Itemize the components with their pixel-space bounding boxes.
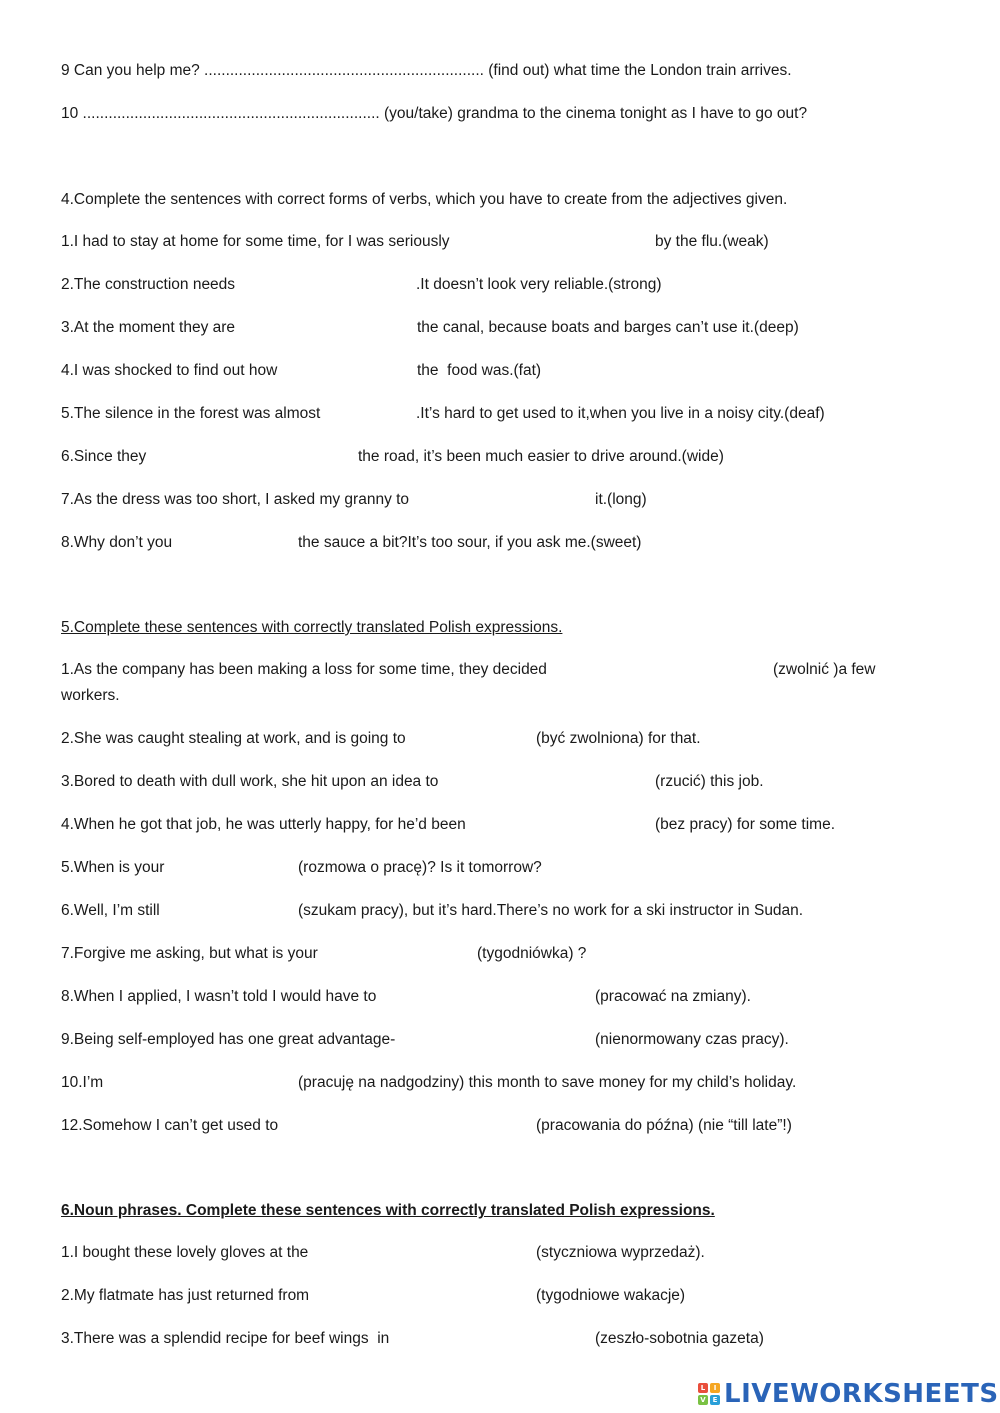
s5-item-4-after: (bez pracy) for some time. <box>655 816 836 833</box>
s4-item-2-after: .It doesn’t look very reliable.(strong) <box>416 276 662 293</box>
logo-cell: I <box>710 1383 720 1393</box>
s4-item-7-before: 7.As the dress was too short, I asked my granny to <box>61 491 410 508</box>
s5-item-7-answer-input[interactable] <box>345 942 475 966</box>
s6-item-2-answer-input[interactable] <box>345 1284 533 1308</box>
s5-item-9-after: (nienormowany czas pracy). <box>595 1031 789 1048</box>
s4-item-6-answer-input[interactable] <box>158 445 356 469</box>
s4-item-3-after: the canal, because boats and barges can’t use it.(deep) <box>417 319 799 336</box>
s5-item-10-after: (pracuję na nadgodziny) this month to save money for my child’s holiday. <box>298 1074 797 1091</box>
s5-item-8-before: 8.When I applied, I wasn’t told I would have to <box>61 988 377 1005</box>
section-5-heading: 5.Complete these sentences with correctly translated Polish expressions. <box>61 619 563 636</box>
item-10-text: 10 ..................................................................... (you/take) grandma to the cinema tonight as I have to go out? <box>61 105 808 122</box>
s6-item-1-after: (styczniowa wyprzedaż). <box>536 1244 705 1261</box>
s6-item-2-before: 2.My flatmate has just returned from <box>61 1287 310 1304</box>
s5-item-10-before: 10.I’m <box>61 1074 104 1091</box>
s5-item-2-after: (być zwolniona) for that. <box>536 730 701 747</box>
s4-item-1-after: by the flu.(weak) <box>655 233 769 250</box>
s6-item-3-after: (zeszło-sobotnia gazeta) <box>595 1330 764 1347</box>
s5-item-9-before: 9.Being self-employed has one great advantage- <box>61 1031 396 1048</box>
s6-item-1-before: 1.I bought these lovely gloves at the <box>61 1244 309 1261</box>
s5-item-2-before: 2.She was caught stealing at work, and is going to <box>61 730 406 747</box>
s4-item-5-answer-input[interactable] <box>348 402 416 426</box>
s5-item-4-before: 4.When he got that job, he was utterly happy, for he’d been <box>61 816 466 833</box>
s4-item-2-answer-input[interactable] <box>258 273 414 297</box>
logo-wordmark: LIVEWORKSHEETS <box>724 1379 999 1409</box>
liveworksheets-logo <box>698 1378 999 1410</box>
s5-item-8-answer-input[interactable] <box>415 985 593 1009</box>
s6-item-2-after: (tygodniowe wakacje) <box>536 1287 686 1304</box>
s4-item-5-before: 5.The silence in the forest was almost <box>61 405 321 422</box>
section-4-heading: 4.Complete the sentences with correct forms of verbs, which you have to create from the adjectives given. <box>61 191 788 208</box>
logo-mark-icon <box>698 1383 720 1405</box>
s4-item-1-answer-input[interactable] <box>492 230 651 254</box>
s5-item-12-after: (pracowania do późna) (nie “till late”!) <box>536 1117 792 1134</box>
s4-item-8-before: 8.Why don’t you <box>61 534 173 551</box>
s4-item-2-before: 2.The construction needs <box>61 276 236 293</box>
s6-item-1-answer-input[interactable] <box>337 1241 533 1265</box>
logo-cell: V <box>698 1395 708 1405</box>
s4-item-4-answer-input[interactable] <box>304 359 416 383</box>
s4-item-4-after: the food was.(fat) <box>417 362 542 379</box>
s5-item-6-answer-input[interactable] <box>178 899 296 923</box>
s4-item-1-before: 1.I had to stay at home for some time, for I was seriously <box>61 233 450 250</box>
s5-item-7-after: (tygodniówka) ? <box>477 945 587 962</box>
s4-item-3-answer-input[interactable] <box>262 316 416 340</box>
s4-item-8-answer-input[interactable] <box>190 531 296 555</box>
s5-item-3-answer-input[interactable] <box>486 770 652 794</box>
s5-item-5-after: (rozmowa o pracę)? Is it tomorrow? <box>298 859 542 876</box>
s5-item-7-before: 7.Forgive me asking, but what is your <box>61 945 318 962</box>
s4-item-8-after: the sauce a bit?It’s too sour, if you ask me.(sweet) <box>298 534 642 551</box>
s5-item-5-before: 5.When is your <box>61 859 165 876</box>
s5-item-1-continuation: workers. <box>61 687 120 704</box>
s6-item-3-answer-input[interactable] <box>422 1327 593 1351</box>
item-9-text: 9 Can you help me? ................................................................. (find out) what time the London train arrives. <box>61 62 792 79</box>
s5-item-4-answer-input[interactable] <box>516 813 652 837</box>
s4-item-5-after: .It’s hard to get used to it,when you live in a noisy city.(deaf) <box>416 405 825 422</box>
s4-item-7-answer-input[interactable] <box>442 488 594 512</box>
s4-item-7-after: it.(long) <box>595 491 647 508</box>
s6-item-3-before: 3.There was a splendid recipe for beef wings in <box>61 1330 390 1347</box>
s4-item-6-after: the road, it’s been much easier to drive around.(wide) <box>358 448 724 465</box>
s5-item-12-answer-input[interactable] <box>303 1114 533 1138</box>
s5-item-9-answer-input[interactable] <box>428 1028 593 1052</box>
s5-item-6-after: (szukam pracy), but it’s hard.There’s no work for a ski instructor in Sudan. <box>298 902 804 919</box>
logo-cell: L <box>698 1383 708 1393</box>
s5-item-3-before: 3.Bored to death with dull work, she hit upon an idea to <box>61 773 439 790</box>
s4-item-6-before: 6.Since they <box>61 448 147 465</box>
s5-item-1-after: (zwolnić )a few <box>773 661 876 678</box>
s5-item-10-answer-input[interactable] <box>114 1071 296 1095</box>
s5-item-2-answer-input[interactable] <box>438 727 534 751</box>
s5-item-3-after: (rzucić) this job. <box>655 773 764 790</box>
s5-item-5-answer-input[interactable] <box>178 856 296 880</box>
section-6-heading: 6.Noun phrases. Complete these sentences with correctly translated Polish expressions. <box>61 1202 715 1219</box>
logo-cell: E <box>710 1395 720 1405</box>
s5-item-1-answer-input[interactable] <box>592 658 772 682</box>
s5-item-12-before: 12.Somehow I can’t get used to <box>61 1117 279 1134</box>
s4-item-3-before: 3.At the moment they are <box>61 319 236 336</box>
s5-item-6-before: 6.Well, I’m still <box>61 902 160 919</box>
s5-item-1-before: 1.As the company has been making a loss for some time, they decided <box>61 661 547 678</box>
s5-item-8-after: (pracować na zmiany). <box>595 988 751 1005</box>
s4-item-4-before: 4.I was shocked to find out how <box>61 362 278 379</box>
